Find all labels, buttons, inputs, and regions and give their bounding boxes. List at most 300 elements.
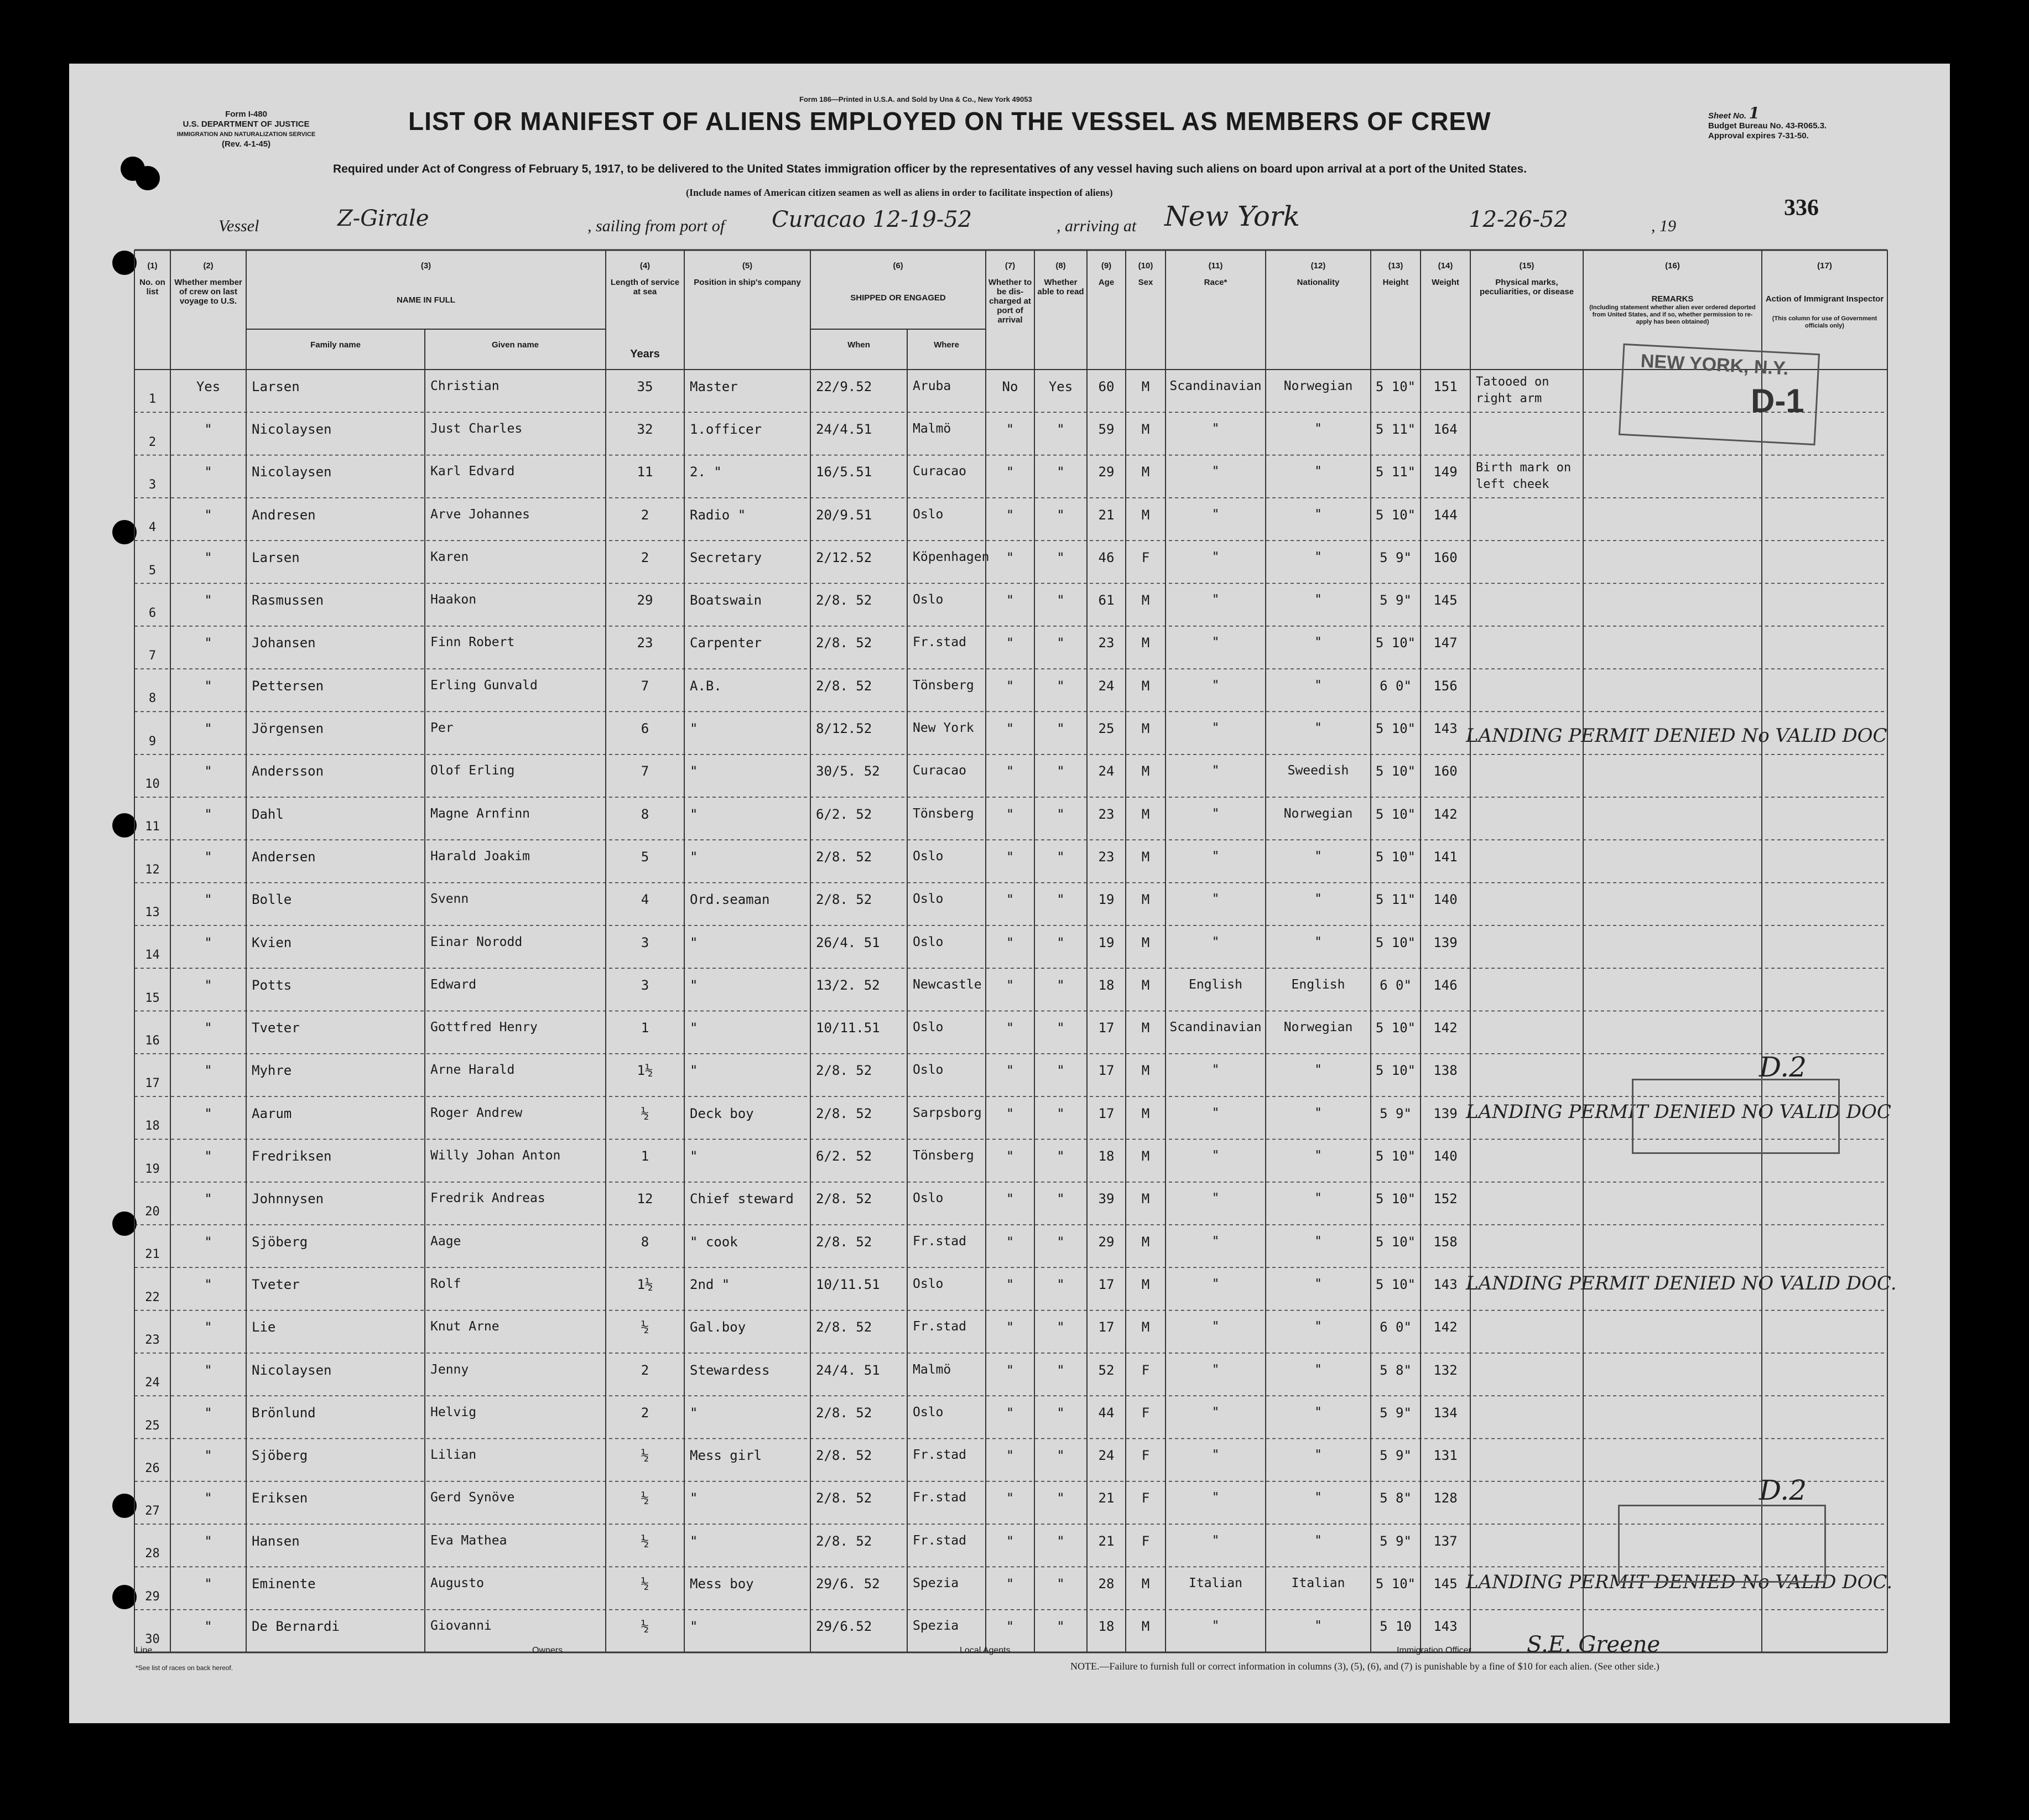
cell-family: Johansen — [252, 635, 316, 651]
column-heading: Action of Immigrant Inspector — [1765, 294, 1884, 304]
cell-no: 19 — [145, 1162, 160, 1176]
cell-age: 24 — [1098, 678, 1115, 694]
cell-race: " — [1211, 721, 1220, 736]
cell-height: 6 0" — [1380, 977, 1412, 993]
cell-no: 7 — [148, 649, 157, 663]
cell-race: " — [1211, 1448, 1220, 1463]
cell-weight: 132 — [1433, 1362, 1458, 1378]
column-number: (6) — [893, 261, 903, 271]
cell-race: " — [1211, 1105, 1220, 1120]
cell-given: Gerd Synöve — [430, 1490, 515, 1505]
cell-race: Scandinavian — [1169, 378, 1262, 393]
cell-nat: " — [1314, 849, 1322, 864]
cell-family: Potts — [252, 977, 292, 993]
cell-family: Larsen — [252, 549, 300, 565]
cell-where: Fr.stad — [913, 1448, 966, 1463]
cell-years: 12 — [637, 1191, 653, 1207]
cell-when: 2/8. 52 — [816, 1063, 872, 1079]
cell-weight: 131 — [1433, 1448, 1458, 1464]
form-id: Form I-480 U.S. DEPARTMENT OF JUSTICE IMMIGRATION AND NATURALIZATION SERVICE (Rev. 4-1-45) — [176, 110, 316, 149]
cell-read: " — [1057, 464, 1065, 480]
cell-disch: " — [1006, 1576, 1014, 1592]
cell-disch: " — [1006, 1490, 1014, 1506]
cell-family: Tveter — [252, 1276, 300, 1292]
cell-height: 5 10" — [1375, 806, 1416, 822]
cell-read: " — [1057, 1405, 1065, 1421]
cell-given: Willy Johan Anton — [430, 1148, 561, 1163]
cell-prev: " — [204, 421, 212, 437]
cell-nat: English — [1291, 977, 1345, 992]
cell-when: 2/8. 52 — [816, 1533, 872, 1549]
cell-years: ½ — [641, 1533, 649, 1549]
cell-sex: F — [1141, 1362, 1150, 1378]
cell-position: Secretary — [690, 549, 762, 565]
cell-weight: 160 — [1433, 549, 1458, 565]
cell-where: Oslo — [913, 1191, 944, 1206]
cell-when: 10/11.51 — [816, 1276, 880, 1292]
cell-when: 13/2. 52 — [816, 977, 880, 993]
cell-height: 5 9" — [1380, 549, 1412, 565]
cell-weight: 142 — [1433, 1319, 1458, 1335]
column-number: (15) — [1519, 261, 1534, 271]
cell-nat: " — [1314, 421, 1322, 436]
cell-family: Brönlund — [252, 1405, 316, 1421]
cell-given: Augusto — [430, 1576, 484, 1591]
cell-age: 23 — [1098, 806, 1115, 822]
cell-family: Aarum — [252, 1105, 292, 1121]
cell-years: 11 — [637, 464, 653, 480]
cell-no: 3 — [148, 477, 157, 492]
cell-position: " — [690, 1148, 698, 1164]
cell-position: Mess boy — [690, 1576, 754, 1592]
cell-disch: " — [1006, 1405, 1014, 1421]
cell-weight: 147 — [1433, 635, 1458, 651]
cell-height: 5 10" — [1375, 849, 1416, 865]
cell-read: Yes — [1048, 378, 1073, 394]
cell-disch: " — [1006, 635, 1014, 651]
column-heading: Position in ship's company — [694, 278, 801, 287]
cell-sex: M — [1141, 1105, 1150, 1121]
column-heading: Race* — [1204, 278, 1227, 287]
cell-race: " — [1211, 849, 1220, 864]
cell-family: Dahl — [252, 806, 284, 822]
cell-sex: M — [1141, 977, 1150, 993]
cell-where: Köpenhagen — [913, 549, 990, 564]
cell-prev: " — [204, 977, 212, 993]
cell-years: 35 — [637, 378, 653, 394]
remark-note: LANDING PERMIT DENIED No VALID DOC. — [1466, 1571, 1893, 1593]
cell-prev: " — [204, 763, 212, 779]
cell-age: 21 — [1098, 507, 1115, 523]
cell-nat: " — [1314, 678, 1322, 693]
cell-position: " — [690, 763, 698, 779]
cell-where: Fr.stad — [913, 1319, 966, 1334]
cell-nat: " — [1314, 721, 1322, 736]
cell-race: " — [1211, 635, 1220, 650]
cell-age: 44 — [1098, 1405, 1115, 1421]
cell-given: Christian — [430, 378, 500, 393]
required-text: Required under Act of Congress of February 5, 1917, to be delivered to the United States immigration officer by the representatives of any vessel having such aliens on board upon arrival at a port of the United States. — [333, 163, 1527, 175]
cell-age: 29 — [1098, 1234, 1115, 1250]
cell-read: " — [1057, 1276, 1065, 1292]
cell-family: Lie — [252, 1319, 276, 1335]
cell-position: " — [690, 934, 698, 950]
cell-sex: M — [1141, 1020, 1150, 1036]
cell-race: " — [1211, 1148, 1220, 1163]
cell-no: 16 — [145, 1033, 160, 1048]
cell-given: Arne Harald — [430, 1063, 515, 1078]
cell-prev: " — [204, 849, 212, 865]
cell-sex: M — [1141, 934, 1150, 950]
cell-disch: " — [1006, 678, 1014, 694]
cell-prev: " — [204, 1576, 212, 1592]
cell-given: Giovanni — [430, 1619, 492, 1634]
cell-years: 1½ — [637, 1063, 653, 1079]
cell-prev: Yes — [196, 378, 221, 394]
cell-height: 5 10" — [1375, 635, 1416, 651]
d2-mark: D.2 — [1759, 1051, 1807, 1083]
cell-when: 2/8. 52 — [816, 592, 872, 609]
cell-when: 8/12.52 — [816, 721, 872, 737]
cell-when: 16/5.51 — [816, 464, 872, 480]
cell-weight: 134 — [1433, 1405, 1458, 1421]
column-heading: Weight — [1432, 278, 1459, 287]
inspection-stamp — [1618, 1505, 1826, 1583]
cell-read: " — [1057, 1533, 1065, 1549]
cell-nat: " — [1314, 1490, 1322, 1505]
cell-when: 2/8. 52 — [816, 1319, 872, 1335]
cell-where: Oslo — [913, 1276, 944, 1291]
include-text: (Include names of American citizen seamen as well as aliens in order to facilitate inspection of aliens) — [686, 187, 1113, 198]
cell-height: 5 10" — [1375, 721, 1416, 737]
cell-race: " — [1211, 1405, 1220, 1419]
cell-age: 17 — [1098, 1105, 1115, 1121]
cell-read: " — [1057, 1020, 1065, 1036]
column-heading: REMARKS — [1651, 294, 1694, 304]
cell-weight: 139 — [1433, 934, 1458, 950]
cell-no: 23 — [145, 1333, 160, 1347]
cell-disch: " — [1006, 1276, 1014, 1292]
cell-years: 1½ — [637, 1276, 653, 1292]
cell-family: Jörgensen — [252, 721, 324, 737]
cell-where: Oslo — [913, 934, 944, 949]
cell-age: 21 — [1098, 1533, 1115, 1549]
officer-signature: S.E. Greene — [1527, 1632, 1661, 1657]
cell-read: " — [1057, 934, 1065, 950]
cell-nat: " — [1314, 635, 1322, 650]
cell-weight: 140 — [1433, 1148, 1458, 1164]
cell-family: Andersen — [252, 849, 316, 865]
cell-disch: " — [1006, 892, 1014, 908]
cell-read: " — [1057, 1105, 1065, 1121]
cell-position: " — [690, 1063, 698, 1079]
cell-when: 2/8. 52 — [816, 1448, 872, 1464]
cell-disch: " — [1006, 464, 1014, 480]
cell-disch: " — [1006, 977, 1014, 993]
vessel-label: Vessel — [218, 217, 259, 235]
cell-years: ½ — [641, 1105, 649, 1121]
cell-position: 2nd " — [690, 1276, 730, 1292]
cell-years: ½ — [641, 1619, 649, 1635]
cell-where: Oslo — [913, 1063, 944, 1078]
cell-age: 60 — [1098, 378, 1115, 394]
cell-race: " — [1211, 1191, 1220, 1206]
cell-given: Eva Mathea — [430, 1533, 507, 1548]
cell-race: " — [1211, 1490, 1220, 1505]
column-number: (14) — [1438, 261, 1453, 271]
cell-nat: " — [1314, 1319, 1322, 1334]
cell-nat: " — [1314, 1448, 1322, 1463]
cell-height: 5 10" — [1375, 507, 1416, 523]
cell-given: Einar Norodd — [430, 934, 523, 949]
port-stamp: NEW YORK, N.Y. — [1619, 344, 1820, 445]
cell-prev: " — [204, 1533, 212, 1549]
cell-family: Bolle — [252, 892, 292, 908]
cell-position: Carpenter — [690, 635, 762, 651]
cell-age: 46 — [1098, 549, 1115, 565]
cell-given: Per — [430, 721, 454, 736]
cell-sex: F — [1141, 1448, 1150, 1464]
cell-age: 23 — [1098, 849, 1115, 865]
cell-sex: M — [1141, 464, 1150, 480]
cell-nat: " — [1314, 1619, 1322, 1634]
cell-nat: " — [1314, 1191, 1322, 1206]
cell-weight: 151 — [1433, 378, 1458, 394]
cell-sex: M — [1141, 892, 1150, 908]
cell-race: English — [1189, 977, 1242, 992]
cell-read: " — [1057, 549, 1065, 565]
cell-nat: " — [1314, 1234, 1322, 1249]
cell-height: 5 11" — [1375, 892, 1416, 908]
cell-read: " — [1057, 892, 1065, 908]
cell-disch: " — [1006, 1234, 1014, 1250]
cell-when: 6/2. 52 — [816, 806, 872, 822]
arrival-date: 12-26-52 — [1469, 207, 1568, 232]
cell-race: " — [1211, 806, 1220, 821]
cell-given: Arve Johannes — [430, 507, 530, 522]
cell-age: 19 — [1098, 892, 1115, 908]
column-heading: Sex — [1138, 278, 1153, 287]
cell-age: 21 — [1098, 1490, 1115, 1506]
cell-years: ½ — [641, 1490, 649, 1506]
cell-family: Tveter — [252, 1020, 300, 1036]
cell-nat: " — [1314, 549, 1322, 564]
cell-family: Rasmussen — [252, 592, 324, 609]
cell-sex: M — [1141, 1576, 1150, 1592]
cell-age: 39 — [1098, 1191, 1115, 1207]
cell-position: 2. " — [690, 464, 722, 480]
cell-no: 6 — [148, 606, 157, 620]
column-number: (5) — [742, 261, 753, 271]
column-heading: Age — [1098, 278, 1115, 287]
cell-age: 19 — [1098, 934, 1115, 950]
cell-read: " — [1057, 721, 1065, 737]
cell-family: Myhre — [252, 1063, 292, 1079]
cell-read: " — [1057, 507, 1065, 523]
cell-read: " — [1057, 806, 1065, 822]
cell-given: Finn Robert — [430, 635, 515, 650]
cell-weight: 158 — [1433, 1234, 1458, 1250]
cell-no: 17 — [145, 1077, 160, 1091]
cell-given: Magne Arnfinn — [430, 806, 530, 821]
cell-sex: M — [1141, 849, 1150, 865]
cell-nat: Norwegian — [1283, 806, 1353, 821]
cell-marks: Tatooed on right arm — [1476, 375, 1549, 405]
cell-sex: M — [1141, 721, 1150, 737]
cell-position: Boatswain — [690, 592, 762, 609]
cell-sex: M — [1141, 1276, 1150, 1292]
cell-race: " — [1211, 1276, 1220, 1291]
cell-prev: " — [204, 678, 212, 694]
cell-when: 20/9.51 — [816, 507, 872, 523]
cell-position: Stewardess — [690, 1362, 770, 1378]
cell-read: " — [1057, 1448, 1065, 1464]
cell-read: " — [1057, 1063, 1065, 1079]
cell-where: Newcastle — [913, 977, 982, 992]
cell-when: 2/8. 52 — [816, 678, 872, 694]
cell-when: 2/8. 52 — [816, 892, 872, 908]
cell-sex: M — [1141, 421, 1150, 437]
cell-prev: " — [204, 1405, 212, 1421]
cell-where: Curacao — [913, 763, 966, 778]
column-heading: (Including statement whether alien ever ordered deported from United States, and if so, whether permission to re-apply has been obtained) — [1589, 304, 1756, 325]
cell-years: ½ — [641, 1319, 649, 1335]
cell-when: 2/8. 52 — [816, 635, 872, 651]
cell-given: Fredrik Andreas — [430, 1191, 545, 1206]
cell-nat: " — [1314, 1063, 1322, 1078]
cell-given: Just Charles — [430, 421, 523, 436]
cell-disch: " — [1006, 1191, 1014, 1207]
cell-read: " — [1057, 1191, 1065, 1207]
cell-race: " — [1211, 421, 1220, 436]
cell-position: Gal.boy — [690, 1319, 746, 1335]
cell-prev: " — [204, 1448, 212, 1464]
cell-height: 5 9" — [1380, 1105, 1412, 1121]
cell-height: 5 10" — [1375, 1576, 1416, 1592]
column-number: (17) — [1817, 261, 1832, 271]
column-heading: No. on list — [139, 278, 165, 297]
cell-where: Oslo — [913, 592, 944, 607]
cell-given: Aage — [430, 1234, 461, 1249]
cell-prev: " — [204, 1319, 212, 1335]
cell-height: 5 11" — [1375, 421, 1416, 437]
cell-family: Hansen — [252, 1533, 300, 1549]
cell-family: Larsen — [252, 378, 300, 394]
cell-where: Malmö — [913, 1362, 951, 1377]
cell-when: 2/8. 52 — [816, 1490, 872, 1506]
cell-family: Pettersen — [252, 678, 324, 694]
cell-when: 2/12.52 — [816, 549, 872, 565]
cell-weight: 142 — [1433, 806, 1458, 822]
cell-prev: " — [204, 1362, 212, 1378]
cell-years: 4 — [641, 892, 649, 908]
cell-prev: " — [204, 1276, 212, 1292]
cell-prev: " — [204, 549, 212, 565]
column-heading: When — [847, 340, 870, 350]
cell-height: 5 10" — [1375, 1191, 1416, 1207]
cell-disch: " — [1006, 421, 1014, 437]
cell-disch: " — [1006, 1362, 1014, 1378]
cell-no: 2 — [148, 435, 157, 449]
cell-age: 17 — [1098, 1063, 1115, 1079]
cell-nat: " — [1314, 1533, 1322, 1548]
cell-read: " — [1057, 977, 1065, 993]
cell-family: Nicolaysen — [252, 421, 332, 437]
cell-where: Fr.stad — [913, 1490, 966, 1505]
cell-nat: " — [1314, 1105, 1322, 1120]
cell-prev: " — [204, 464, 212, 480]
cell-no: 4 — [148, 521, 157, 535]
printer-line: Form 186—Printed in U.S.A. and Sold by Una & Co., New York 49053 — [799, 95, 1032, 103]
cell-years: 2 — [641, 1362, 649, 1378]
year-label: , 19 — [1651, 217, 1676, 235]
cell-prev: " — [204, 1234, 212, 1250]
cell-sex: M — [1141, 1148, 1150, 1164]
cell-age: 18 — [1098, 977, 1115, 993]
column-number: (3) — [420, 261, 431, 271]
cell-disch: " — [1006, 549, 1014, 565]
column-heading: Given name — [491, 340, 539, 350]
remark-note: LANDING PERMIT DENIED NO VALID DOC. — [1466, 1272, 1897, 1294]
cell-nat: " — [1314, 1148, 1322, 1163]
cell-height: 5 10" — [1375, 1234, 1416, 1250]
cell-age: 23 — [1098, 635, 1115, 651]
cell-where: Malmö — [913, 421, 951, 436]
cell-age: 52 — [1098, 1362, 1115, 1378]
cell-sex: M — [1141, 1319, 1150, 1335]
cell-height: 6 0" — [1380, 1319, 1412, 1335]
cell-disch: " — [1006, 1448, 1014, 1464]
cell-no: 9 — [148, 734, 157, 748]
cell-weight: 139 — [1433, 1105, 1458, 1121]
cell-family: Sjöberg — [252, 1234, 308, 1250]
cell-position: Mess girl — [690, 1448, 762, 1464]
cell-age: 18 — [1098, 1148, 1115, 1164]
cell-family: Andersson — [252, 763, 324, 779]
cell-family: Nicolaysen — [252, 464, 332, 480]
cell-race: Italian — [1189, 1576, 1242, 1591]
cell-age: 17 — [1098, 1319, 1115, 1335]
cell-sex: M — [1141, 763, 1150, 779]
cell-where: Oslo — [913, 507, 944, 522]
cell-given: Knut Arne — [430, 1319, 500, 1334]
cell-where: Sarpsborg — [913, 1105, 982, 1120]
cell-read: " — [1057, 1362, 1065, 1378]
cell-prev: " — [204, 1063, 212, 1079]
cell-weight: 160 — [1433, 763, 1458, 779]
cell-no: 25 — [145, 1418, 160, 1433]
cell-family: Johnnysen — [252, 1191, 324, 1207]
column-number: (13) — [1388, 261, 1403, 271]
column-number: (7) — [1005, 261, 1016, 271]
column-number: (4) — [639, 261, 651, 271]
cell-disch: " — [1006, 507, 1014, 523]
footer-owners: Owners — [532, 1646, 563, 1655]
cell-when: 2/8. 52 — [816, 1191, 872, 1207]
vessel-name: Z-Girale — [337, 206, 429, 231]
sheet-info: Sheet No. 1 Budget Bureau No. 43-R065.3. Approval expires 7-31-50. — [1708, 104, 1827, 141]
cell-weight: 128 — [1433, 1490, 1458, 1506]
cell-when: 29/6. 52 — [816, 1576, 880, 1592]
cell-position: " — [690, 721, 698, 737]
cell-years: 8 — [641, 1234, 649, 1250]
cell-weight: 146 — [1433, 977, 1458, 993]
column-number: (16) — [1665, 261, 1680, 271]
column-number: (11) — [1208, 261, 1223, 271]
cell-sex: M — [1141, 806, 1150, 822]
cell-sex: F — [1141, 1533, 1150, 1549]
cell-prev: " — [204, 806, 212, 822]
